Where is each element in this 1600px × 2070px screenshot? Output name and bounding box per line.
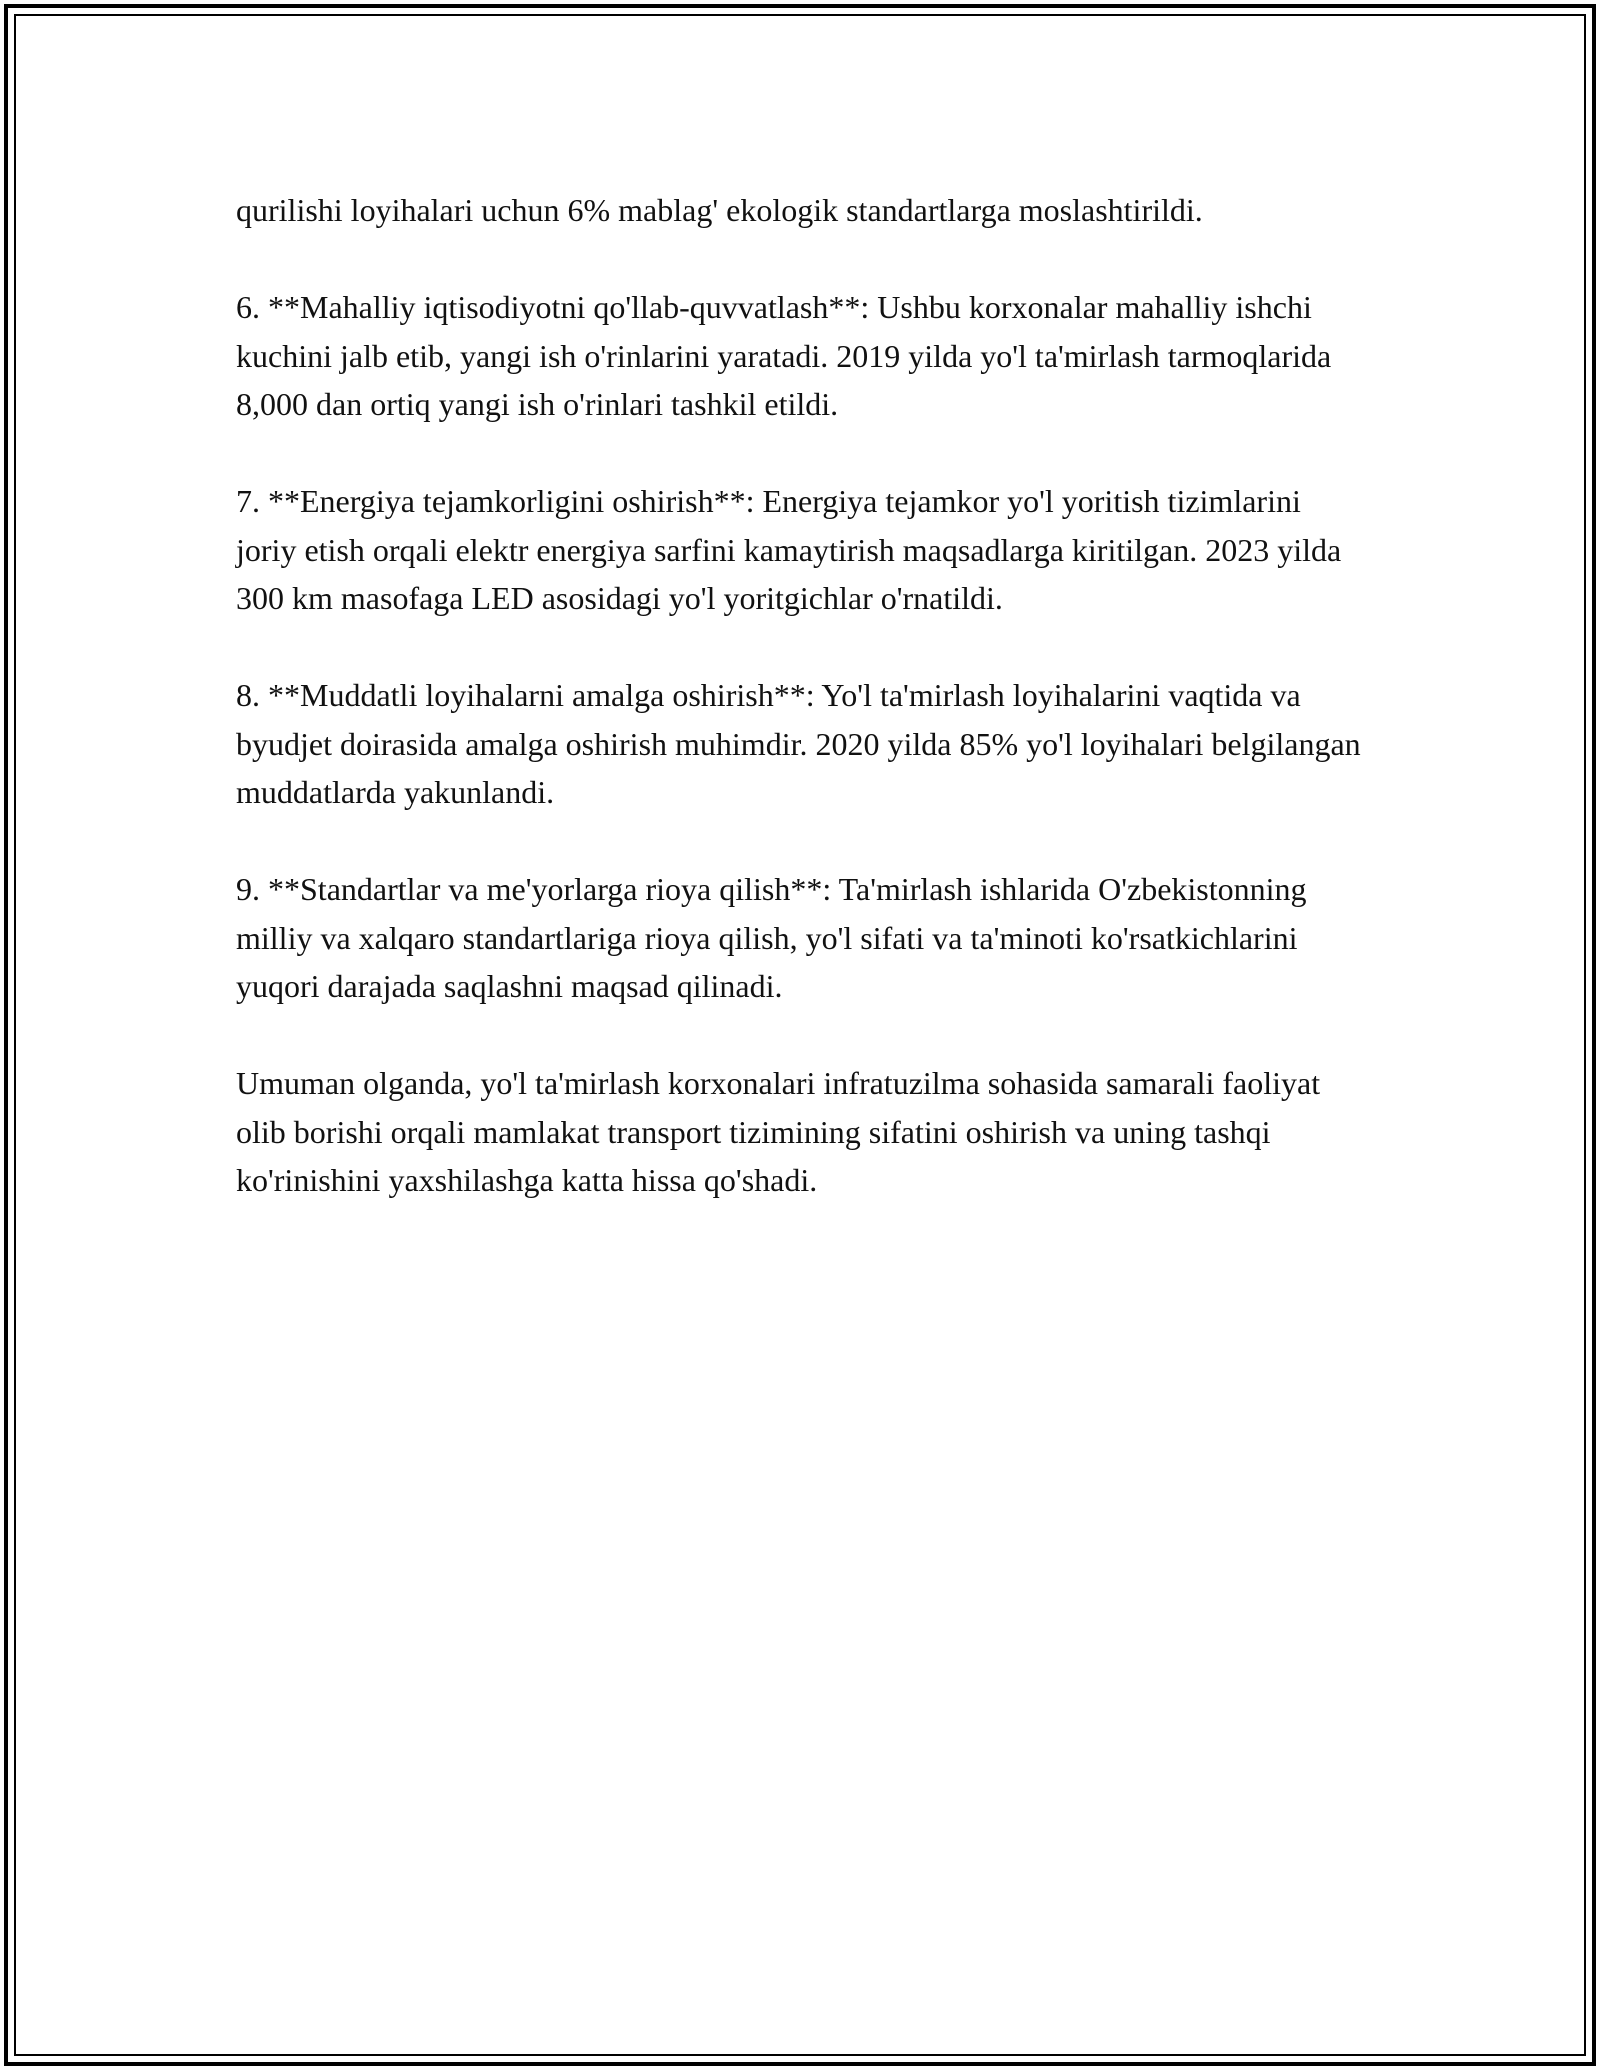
paragraph-conclusion: Umuman olganda, yo'l ta'mirlash korxonalari infratuzilma sohasida samarali faoliyat olib borishi orqali mamlakat transport tizimining sifatini oshirish va uning tashqi ko'rinishini yaxshilashga katta hissa qo'shadi. [236,1065,1321,1198]
paragraph-continuation: qurilishi loyihalari uchun 6% mablag' ekologik standartlarga moslashtirildi. [236,192,1203,228]
paragraph-item-6: 6. **Mahalliy iqtisodiyotni qo'llab-quvvatlash**: Ushbu korxonalar mahalliy ishchi kuchini jalb etib, yangi ish o'rinlarini yaratadi. 2019 yilda yo'l ta'mirlash tarmoqlarida 8,000 dan ortiq yangi ish o'rinlari tashkil etildi. [236,289,1332,422]
document-body [236,186,1366,1253]
paragraph-item-9: 9. **Standartlar va me'yorlarga rioya qilish**: Ta'mirlash ishlarida O'zbekistonning milliy va xalqaro standartlariga rioya qilish, yo'l sifati va ta'minoti ko'rsatkichlarini yuqori darajada saqlashni maqsad qilinadi. [236,871,1307,1004]
paragraph-item-7: 7. **Energiya tejamkorligini oshirish**: Energiya tejamkor yo'l yoritish tizimlarini joriy etish orqali elektr energiya sarfini kamaytirish maqsadlarga kiritilgan. 2023 yilda 300 km masofaga LED asosidagi yo'l yoritgichlar o'rnatildi. [236,483,1342,616]
paragraph-item-8: 8. **Muddatli loyihalarni amalga oshirish**: Yo'l ta'mirlash loyihalarini vaqtida va byudjet doirasida amalga oshirish muhimdir. 2020 yilda 85% yo'l loyihalari belgilangan muddatlarda yakunlandi. [236,677,1361,810]
